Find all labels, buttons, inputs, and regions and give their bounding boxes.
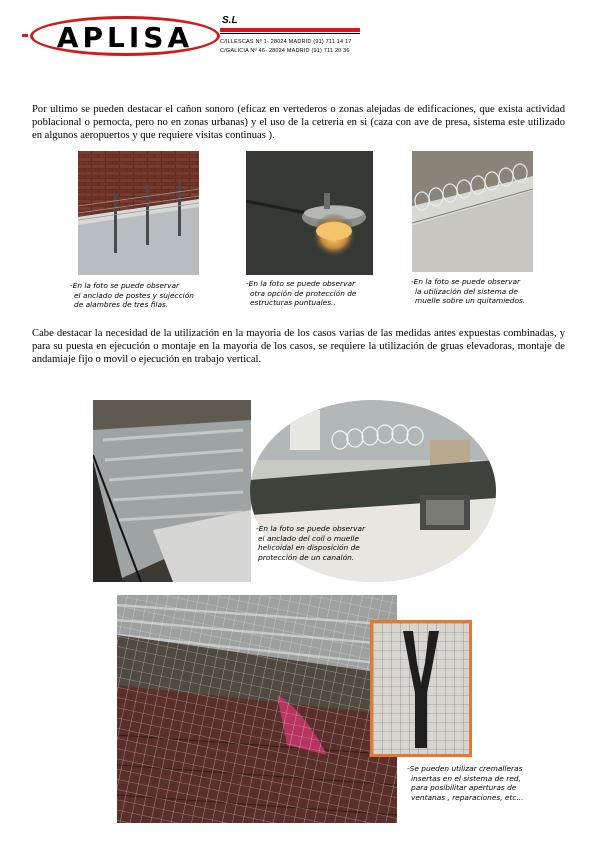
caption-line: ventanas , reparaciones, etc... xyxy=(411,792,524,802)
caption-line: -Se pueden utilizar cremalleras xyxy=(407,764,523,773)
logo-text: APLISA xyxy=(56,21,194,54)
caption-line: -En la foto se puede observar xyxy=(256,524,366,533)
caption-photo-4 xyxy=(256,524,365,562)
header-rule-red xyxy=(220,28,360,32)
body-paragraph-1: Por ultimo se pueden destacar el cañon sonoro (eficaz en vertederos o zonas alejadas de edificaciones, que exista actividad poblacional o pernocta, pero no en zonas urbanas) y el uso de la cetreria en si (caza con ave de presa, sistema este utilizado en algunos aeropuertos y que requiere visitas continuas ). xyxy=(32,104,565,141)
caption-line: -En la foto se puede observar xyxy=(246,279,356,288)
caption-line: de alambres de tres filas. xyxy=(74,300,169,310)
caption-line: muelle sobre un quitamiedos. xyxy=(415,296,526,306)
caption-line: la utilización del sistema de xyxy=(415,286,518,296)
photo-zipper-inset-image xyxy=(373,623,469,754)
photo-coil-railing-image xyxy=(412,151,533,272)
logo-suffix: S.L xyxy=(222,15,238,26)
address-line-1: C/ILLESCAS Nº 1- 28024 MADRID (91) 711 14 17 xyxy=(220,39,352,45)
logo-accent-dash xyxy=(22,34,28,37)
photo-roof-gutter xyxy=(93,400,251,582)
company-logo xyxy=(30,16,220,58)
caption-photo-2 xyxy=(246,279,356,308)
header-rule-black xyxy=(220,33,360,34)
caption-line: -En la foto se puede observar xyxy=(70,281,180,290)
caption-line: protección de un canalón. xyxy=(258,552,355,562)
caption-line: para posibilitar aperturas de xyxy=(411,783,517,793)
caption-line: el anclado de postes y sujección xyxy=(74,290,194,300)
caption-line: estructuras puntuales.. xyxy=(250,298,336,308)
caption-photo-5 xyxy=(407,764,524,802)
caption-photo-1 xyxy=(70,281,194,310)
caption-line: otra opción de protección de xyxy=(250,288,357,298)
caption-line: el anclado del coil o muelle xyxy=(258,533,360,543)
photo-coil-railing xyxy=(412,151,533,272)
photo-roof-netting-image xyxy=(117,595,397,823)
caption-line: insertas en el sistema de red, xyxy=(411,773,521,783)
body-paragraph-2: Cabe destacar la necesidad de la utilización en la mayoria de los casos varias de las medidas antes expuestas combinadas, y para su puesta en ejecución o montaje en la mayoria de los casos, se requiere la utilización de gruas elevadoras, montaje de andamiaje fijo o movil o ejecución en trabajo vertical. xyxy=(32,328,565,365)
photo-roof-netting xyxy=(117,595,397,823)
address-line-2: C/GALICIA Nº 46- 28024 MADRID (91) 711 20 36 xyxy=(220,48,350,54)
photo-zipper-inset xyxy=(370,620,472,757)
caption-line: helicoidal en disposición de xyxy=(258,543,360,553)
photo-street-lamp-image xyxy=(246,151,373,275)
photo-roof-gutter-image xyxy=(93,400,251,582)
photo-posts-wires xyxy=(78,151,199,275)
caption-line: -En la foto se puede observar xyxy=(411,277,521,286)
caption-photo-3 xyxy=(411,277,525,306)
photo-street-lamp xyxy=(246,151,373,275)
photo-posts-wires-image xyxy=(78,151,199,275)
